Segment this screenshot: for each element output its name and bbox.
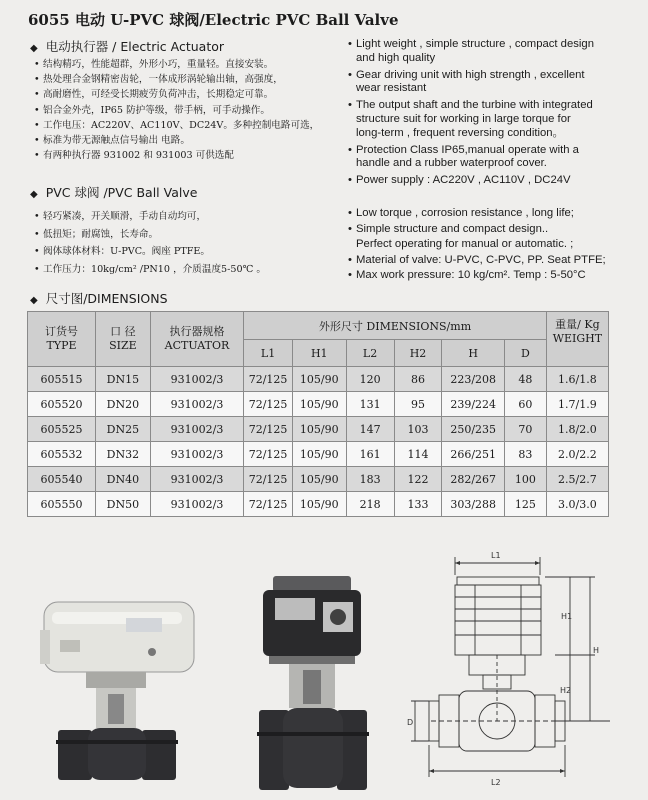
table-cell: 86 <box>394 367 442 392</box>
table-cell: 105/90 <box>292 367 346 392</box>
feature-item: • The output shaft and the turbine with integrated <box>348 99 594 113</box>
feature-item: • 标准为带无源触点信号输出 电路。 <box>34 133 319 148</box>
table-cell: 931002/3 <box>150 467 244 492</box>
table-cell: 250/235 <box>442 417 505 442</box>
table-cell: 605532 <box>28 442 96 467</box>
table-cell: 303/288 <box>442 492 505 517</box>
table-cell: 83 <box>504 442 546 467</box>
section-heading-actuator: ◆ 电动执行器 / Electric Actuator <box>30 39 225 54</box>
table-cell: DN40 <box>96 467 151 492</box>
table-cell: 605540 <box>28 467 96 492</box>
page-title: 6055 电动 U-PVC 球阀/Electric PVC Ball Valve <box>28 11 399 29</box>
table-cell: 105/90 <box>292 467 346 492</box>
table-row <box>28 442 609 467</box>
table-cell: 223/208 <box>442 367 505 392</box>
table-cell: 72/125 <box>244 392 293 417</box>
header-dimensions: 外形尺寸 DIMENSIONS/mm <box>244 312 547 340</box>
feature-item: • Material of valve: U-PVC, C-PVC, PP. Seat PTFE; <box>348 253 606 269</box>
table-cell: 48 <box>504 367 546 392</box>
table-cell: 1.6/1.8 <box>546 367 608 392</box>
dimensions-table <box>27 311 609 517</box>
header-size: 口 径 SIZE <box>96 312 151 367</box>
table-cell: DN25 <box>96 417 151 442</box>
feature-item: • 工作压力：10kg/cm² /PN10 ，介质温度5-50℃ 。 <box>34 261 266 279</box>
table-cell: 133 <box>394 492 442 517</box>
photo-actuator-black <box>245 572 395 797</box>
label-l2: L2 <box>491 778 501 787</box>
label-h1: H1 <box>561 612 573 621</box>
feature-item: • 热处理合金钢精密齿轮，一体成形涡轮输出轴，高强度， <box>34 72 319 87</box>
diamond-bullet-icon: ◆ <box>30 189 38 200</box>
header-col-l2: L2 <box>346 340 394 367</box>
feature-item: • 高耐磨性，可经受长期疲劳负荷冲击，长期稳定可靠。 <box>34 87 319 102</box>
table-cell: DN32 <box>96 442 151 467</box>
header-type: 订货号 TYPE <box>28 312 96 367</box>
actuator-en-list <box>348 38 594 188</box>
table-cell: DN20 <box>96 392 151 417</box>
table-cell: 72/125 <box>244 467 293 492</box>
valve-cn-list <box>34 208 266 278</box>
header-col-d: D <box>504 340 546 367</box>
feature-item: • 结构精巧，性能超群，外形小巧，重量轻。直接安装。 <box>34 57 319 72</box>
table-cell: 239/224 <box>442 392 505 417</box>
table-cell: 1.8/2.0 <box>546 417 608 442</box>
feature-item: • Simple structure and compact design.. <box>348 222 606 238</box>
table-cell: 282/267 <box>442 467 505 492</box>
table-cell: 605520 <box>28 392 96 417</box>
header-actuator: 执行器规格 ACTUATOR <box>150 312 244 367</box>
table-row <box>28 492 609 517</box>
table-cell: 931002/3 <box>150 492 244 517</box>
feature-item: • Light weight , simple structure , compact design <box>348 38 594 52</box>
valve-en-list <box>348 206 606 284</box>
table-cell: 147 <box>346 417 394 442</box>
photo-actuator-white <box>30 590 205 795</box>
table-cell: 114 <box>394 442 442 467</box>
header-col-l1: L1 <box>244 340 293 367</box>
table-cell: 131 <box>346 392 394 417</box>
table-cell: 70 <box>504 417 546 442</box>
actuator-cn-list <box>34 57 319 163</box>
table-cell: 72/125 <box>244 492 293 517</box>
table-cell: 183 <box>346 467 394 492</box>
header-col-h2: H2 <box>394 340 442 367</box>
section-heading-dimensions: ◆ 尺寸图/DIMENSIONS <box>30 291 168 306</box>
table-cell: 105/90 <box>292 442 346 467</box>
table-cell: 72/125 <box>244 417 293 442</box>
diamond-bullet-icon: ◆ <box>30 295 38 306</box>
table-row <box>28 467 609 492</box>
table-cell: 1.7/1.9 <box>546 392 608 417</box>
table-row <box>28 367 609 392</box>
feature-item: • Max work pressure: 10 kg/cm². Temp : 5-50°C <box>348 268 606 284</box>
table-cell: 605525 <box>28 417 96 442</box>
feature-item: • 有两种执行器 931002 和 931003 可供选配 <box>34 148 319 163</box>
feature-item: and high quality <box>356 51 436 64</box>
table-row <box>28 392 609 417</box>
table-cell: 3.0/3.0 <box>546 492 608 517</box>
table-cell: 605515 <box>28 367 96 392</box>
feature-item: • Gear driving unit with high strength , excellent <box>348 69 594 83</box>
table-cell: 72/125 <box>244 367 293 392</box>
header-weight: 重量/ Kg WEIGHT <box>546 312 608 367</box>
feature-item: • Protection Class IP65,manual operate with a <box>348 144 594 158</box>
table-cell: 105/90 <box>292 492 346 517</box>
table-cell: 605550 <box>28 492 96 517</box>
table-cell: 105/90 <box>292 392 346 417</box>
table-cell: 931002/3 <box>150 367 244 392</box>
table-cell: 2.5/2.7 <box>546 467 608 492</box>
header-col-h: H <box>442 340 505 367</box>
table-cell: 60 <box>504 392 546 417</box>
feature-item: Perfect operating for manual or automatic. ; <box>356 238 574 251</box>
table-cell: 122 <box>394 467 442 492</box>
table-cell: 103 <box>394 417 442 442</box>
table-cell: 105/90 <box>292 417 346 442</box>
feature-item: • Low torque , corrosion resistance , long life; <box>348 206 606 222</box>
table-cell: 931002/3 <box>150 417 244 442</box>
section-heading-valve: ◆ PVC 球阀 /PVC Ball Valve <box>30 185 198 200</box>
table-cell: 100 <box>504 467 546 492</box>
table-cell: DN50 <box>96 492 151 517</box>
feature-item: structure suit for working in large torque for <box>356 112 571 125</box>
feature-item: • Power supply : AC220V , AC110V , DC24V <box>348 174 594 188</box>
table-cell: 125 <box>504 492 546 517</box>
label-h: H <box>593 646 600 655</box>
table-cell: 931002/3 <box>150 442 244 467</box>
table-cell: 931002/3 <box>150 392 244 417</box>
feature-item: long-term , frequent reversing condition。 <box>356 126 564 139</box>
table-cell: 266/251 <box>442 442 505 467</box>
label-l1: L1 <box>491 551 501 560</box>
table-cell: 95 <box>394 392 442 417</box>
feature-item: • 工作电压：AC220V、AC110V、DC24V。多种控制电路可选， <box>34 118 319 133</box>
label-d: D <box>407 718 414 727</box>
feature-item: • 阀体球体材料：U-PVC。阀座 PTFE。 <box>34 243 266 261</box>
table-cell: DN15 <box>96 367 151 392</box>
table-cell: 72/125 <box>244 442 293 467</box>
diamond-bullet-icon: ◆ <box>30 43 38 54</box>
feature-item: • 低扭矩；耐腐蚀，长寿命。 <box>34 226 266 244</box>
feature-item: • 轻巧紧凑，开关顺滑，手动自动均可， <box>34 208 266 226</box>
table-row <box>28 417 609 442</box>
table-cell: 2.0/2.2 <box>546 442 608 467</box>
table-cell: 218 <box>346 492 394 517</box>
table-cell: 120 <box>346 367 394 392</box>
feature-item: handle and a rubber waterproof cover. <box>356 157 547 170</box>
dimension-drawing <box>405 545 620 795</box>
feature-item: • 铝合金外壳，IP65 防护等级，带手柄，可手动操作。 <box>34 103 319 118</box>
label-h2: H2 <box>560 686 572 695</box>
header-col-h1: H1 <box>292 340 346 367</box>
feature-item: wear resistant <box>356 82 427 95</box>
table-cell: 161 <box>346 442 394 467</box>
